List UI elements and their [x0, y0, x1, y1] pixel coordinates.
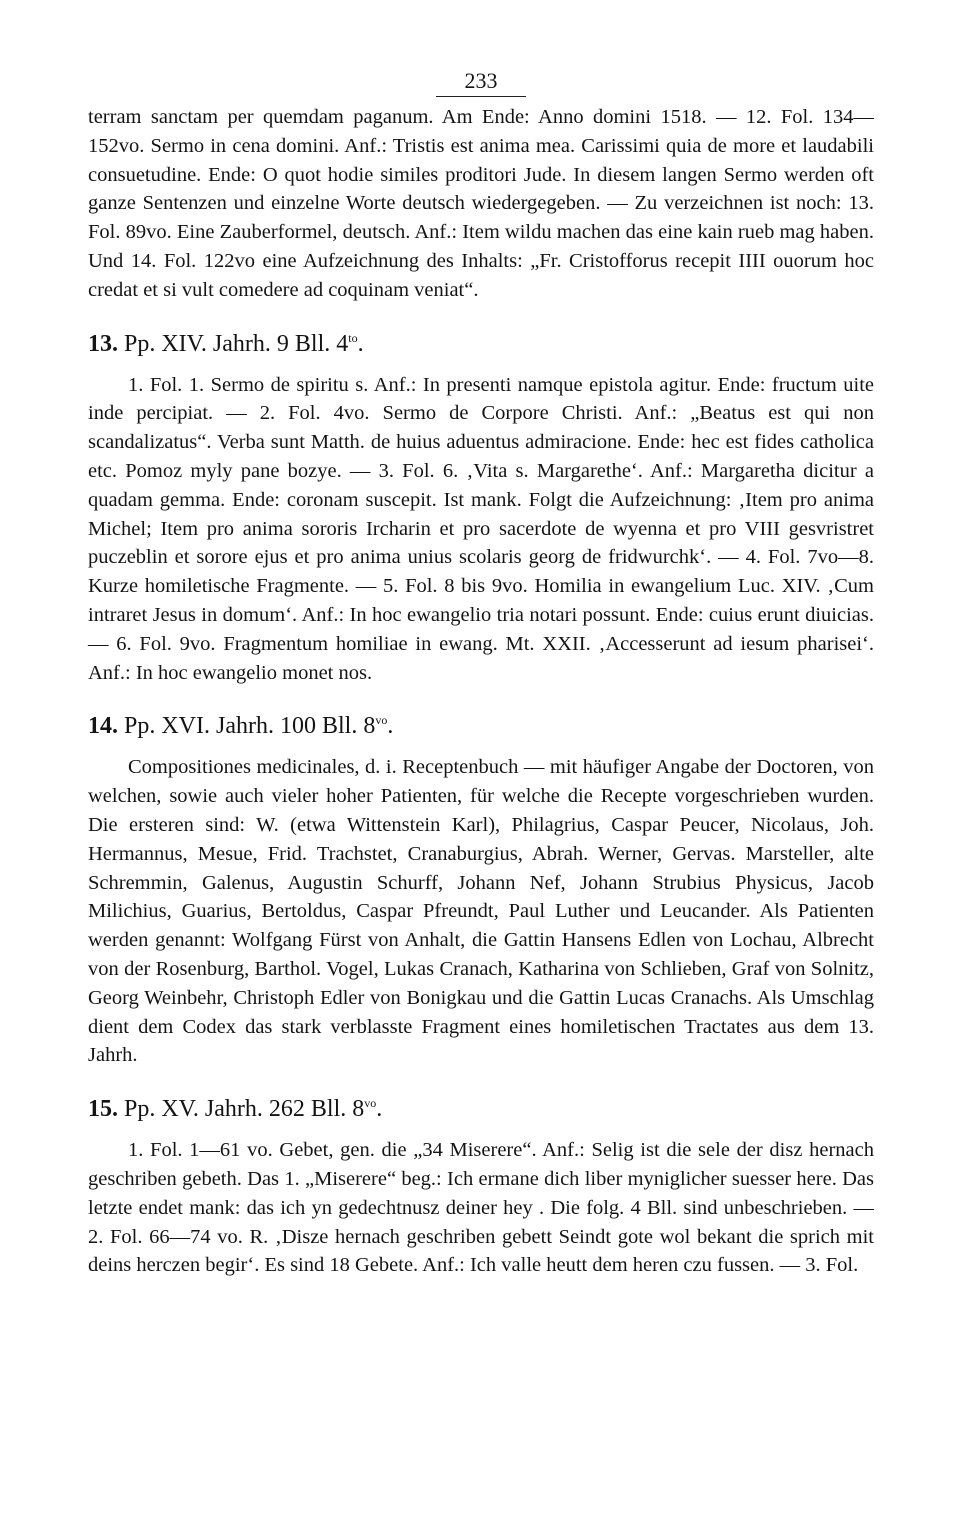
entry-15-format-sup: vo: [364, 1096, 377, 1111]
entry-13-number: 13.: [88, 330, 118, 357]
entry-15-text: 1. Fol. 1—61 vo. Gebet, gen. die „34 Miserere“. Anf.: Selig ist die sele der disz hernach geschriben gebeth. Das 1. „Miserere“ beg.: Ich ermane dich liber myniglicher suesser here. Das letzte endet mank: das ich yn gedechtnusz deiner hey . Die folg. 4 Bll. sind unbeschrieben. — 2. Fol. 66—74 vo. R. ‚Disze hernach geschriben gebett Seindt gote wol bekant die sprich mit deins herczen begir‘. Es sind 18 Gebete. Anf.: Ich valle heutt dem heren czu fussen. — 3. Fol.: [88, 1139, 874, 1277]
intro-paragraph: terram sanctam per quemdam paganum. Am Ende: Anno domini 1518. — 12. Fol. 134—152vo. Sermo in cena domini. Anf.: Tristis est anima mea. Carissimi quia de more et laudabili consuetudine. Ende: O quot hodie similes proditori Jude. In diesem langen Sermo werden oft ganze Sentenzen und einzelne Worte deutsch wiedergegeben. — Zu verzeichnen ist noch: 13. Fol. 89vo. Eine Zauberformel, deutsch. Anf.: Item wildu machen das eine kain rueb mag haben. Und 14. Fol. 122vo eine Aufzeichnung des Inhalts: „Fr. Cristofforus recepit IIII ouorum hoc credat et si vult comedere ad coquinam veniat“.: [88, 106, 874, 301]
entry-14-text: Compositiones medicinales, d. i. Receptenbuch — mit häufiger Angabe der Doctoren, von welchen, sowie auch vieler hoher Patienten, für welche die Recepte vorgeschrieben wurden. Die ersteren sind: W. (etwa Wittenstein Karl), Philagrius, Caspar Peucer, Nicolaus, Joh. Hermannus, Mesue, Frid. Trachstet, Cranaburgius, Abrah. Werner, Gervas. Marsteller, alte Schremmin, Galenus, Augustin Schurff, Johann Nef, Johann Strubius Physicus, Jacob Milichius, Guarius, Bertoldus, Caspar Pfreundt, Paul Luther und Leucander. Als Patienten werden genannt: Wolfgang Fürst von Anhalt, die Gattin Hansens Edlen von Lochau, Albrecht von der Rosenburg, Barthol. Vogel, Lukas Cranach, Katharina von Schlieben, Graf von Solnitz, Georg Weinbehr, Christoph Edler von Bonigkau und die Gattin Lucas Cranachs. Als Umschlag dient dem Codex das stark verblasste Fragment eines homiletischen Tractates aus dem 13. Jahrh.: [88, 756, 874, 1067]
entry-13-heading: 13. Pp. XIV. Jahrh. 9 Bll. $4^{to}$.: [88, 330, 364, 357]
entry-13-format-sup: to: [348, 330, 358, 345]
entry-15-number: 15.: [88, 1096, 118, 1123]
entry-14-format-sup: vo: [375, 713, 388, 728]
entry-15-title: Pp. XV. Jahrh. 262 Bll. 8: [124, 1096, 365, 1123]
entry-13-title: Pp. XIV. Jahrh. 9 Bll. 4: [124, 330, 349, 357]
entry-14-title: Pp. XVI. Jahrh. 100 Bll. 8: [124, 713, 376, 740]
entry-14-heading: 14. Pp. XVI. Jahrh. 100 Bll. $8^{vo}$.: [88, 713, 394, 740]
page-number: 233: [436, 68, 526, 97]
entry-13-text: 1. Fol. 1. Sermo de spiritu s. Anf.: In presenti namque epistola agitur. Ende: fructum uite inde percipiat. — 2. Fol. 4vo. Sermo de Corpore Christi. Anf.: „Beatus est qui non scandalizatus“. Verba sunt Matth. de huius aduentus admiracione. Ende: hec est fides catholica etc. Pomoz myly pane bozye. — 3. Fol. 6. ‚Vita s. Margarethe‘. Anf.: Margaretha dicitur a quadam gemma. Ende: coronam suscepit. Ist mank. Folgt die Aufzeichnung: ‚Item pro anima Michel; Item pro anima sororis Ircharin et pro sacerdote de wyenna et pro VIII gesvristret puczeblin et sorore ejus et pro anima unius scolaris georg de fridwurchk‘. — 4. Fol. 7vo—8. Kurze homiletische Fragmente. — 5. Fol. 8 bis 9vo. Homilia in ewangelium Luc. XIV. ‚Cum intraret Jesus in domum‘. Anf.: In hoc ewangelio tria notari possunt. Ende: cuius erunt diuicias. — 6. Fol. 9vo. Fragmentum homiliae in ewang. Mt. XXII. ‚Accesserunt ad iesum pharisei‘. Anf.: In hoc ewangelio monet nos.: [88, 373, 874, 684]
document-page: [88, 60, 874, 1280]
entry-14-number: 14.: [88, 713, 118, 740]
entry-15-heading: 15. Pp. XV. Jahrh. 262 Bll. $8^{vo}$.: [88, 1096, 383, 1123]
